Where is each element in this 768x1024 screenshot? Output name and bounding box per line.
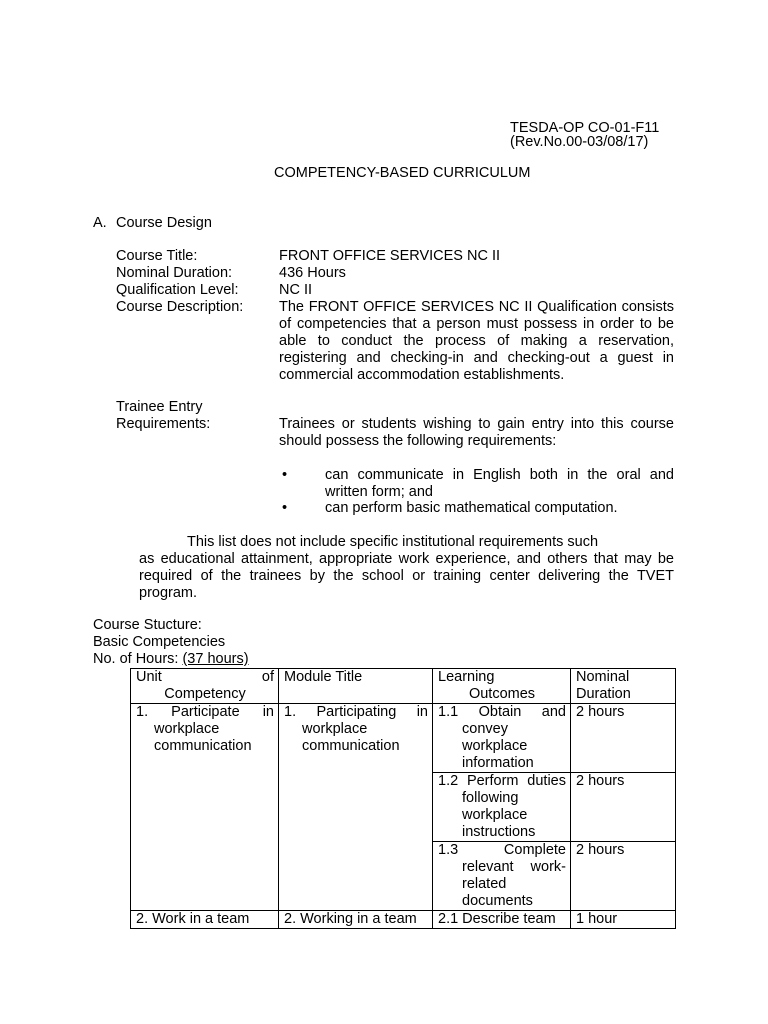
hours-value: (37 hours) (182, 651, 249, 667)
outcome-text: 1.2 Perform duties following workplace instructions (438, 773, 566, 840)
revision-number: (Rev.No.00-03/08/17) (510, 134, 649, 150)
section-heading: Course Design (116, 215, 212, 231)
module-text: 2. Working in a team (284, 911, 417, 927)
competency-table (130, 668, 676, 929)
duration-cell (571, 842, 676, 911)
requirements-label: Requirements: (116, 416, 211, 432)
course-title-label: Course Title: (116, 248, 198, 264)
module-cell (279, 911, 433, 929)
nominal-duration-label: Nominal Duration: (116, 265, 233, 281)
unit-text: 1. Participate in workplace communication (136, 704, 274, 754)
requirement-item: can perform basic mathematical computation. (325, 500, 618, 516)
outcome-text: 1.3 Complete relevant work-related documents (438, 842, 566, 909)
header-competency-word: Competency (164, 686, 246, 702)
qualification-level-label: Qualification Level: (116, 282, 239, 298)
table-row (131, 911, 676, 929)
header-outcomes-word: Outcomes (468, 686, 536, 702)
header-module-title (279, 669, 433, 704)
header-of-word: of (261, 669, 274, 685)
table-row (131, 704, 676, 773)
course-description-value: The FRONT OFFICE SERVICES NC II Qualification consists of competencies that a person must possess in order to be able to conduct the process of making a reservation, registering and checking-in and checking-out a guest in commercial accommodation establishments. (279, 299, 674, 383)
hours-line (93, 651, 249, 668)
table-header-row (131, 669, 676, 704)
outcome-cell (433, 911, 571, 929)
trainee-entry-label: Trainee Entry (116, 399, 203, 415)
duration-text: 2 hours (576, 773, 625, 789)
header-learning-word: Learning (438, 669, 495, 685)
outcome-text: 2.1 Describe team (438, 911, 556, 927)
header-module-text: Module Title (284, 669, 363, 685)
basic-competencies-label: Basic Competencies (93, 634, 226, 650)
module-text: 1. Participating in workplace communication (284, 704, 428, 754)
duration-cell (571, 704, 676, 773)
unit-cell (131, 704, 279, 911)
header-nominal-word: Nominal (576, 669, 630, 685)
course-description-label: Course Description: (116, 299, 244, 315)
course-structure-label: Course Stucture: (93, 617, 202, 633)
bullet-symbol: • (282, 467, 288, 483)
page-title: COMPETENCY-BASED CURRICULUM (274, 165, 531, 181)
section-letter: A. (93, 215, 107, 231)
qualification-level-value: NC II (279, 282, 313, 298)
outcome-cell (433, 704, 571, 773)
header-learning-outcomes (433, 669, 571, 704)
note-first-line: This list does not include specific institutional requirements such (187, 534, 599, 550)
nominal-duration-value: 436 Hours (279, 265, 346, 281)
requirement-item: can communicate in English both in the oral and written form; and (325, 467, 674, 500)
outcome-cell (433, 773, 571, 842)
module-cell (279, 704, 433, 911)
header-nominal-duration (571, 669, 676, 704)
duration-text: 2 hours (576, 704, 625, 720)
bullet-symbol: • (282, 500, 288, 516)
form-code: TESDA-OP CO-01-F11 (510, 120, 660, 136)
course-title-value: FRONT OFFICE SERVICES NC II (279, 248, 501, 264)
entry-intro: Trainees or students wishing to gain entry into this course should possess the following requirements: (279, 416, 674, 449)
outcome-text: 1.1 Obtain and convey workplace information (438, 704, 566, 771)
header-unit-of-competency (131, 669, 279, 704)
unit-cell (131, 911, 279, 929)
duration-cell (571, 773, 676, 842)
header-unit-word: Unit (136, 669, 162, 685)
outcome-cell (433, 842, 571, 911)
unit-text: 2. Work in a team (136, 911, 250, 927)
duration-text: 1 hour (576, 911, 618, 927)
duration-cell (571, 911, 676, 929)
duration-text: 2 hours (576, 842, 625, 858)
header-duration-word: Duration (576, 686, 631, 702)
hours-label: No. of Hours: (93, 651, 183, 667)
note-paragraph: as educational attainment, appropriate work experience, and others that may be required of the trainees by the school or training center delivering the TVET program. (139, 551, 674, 601)
